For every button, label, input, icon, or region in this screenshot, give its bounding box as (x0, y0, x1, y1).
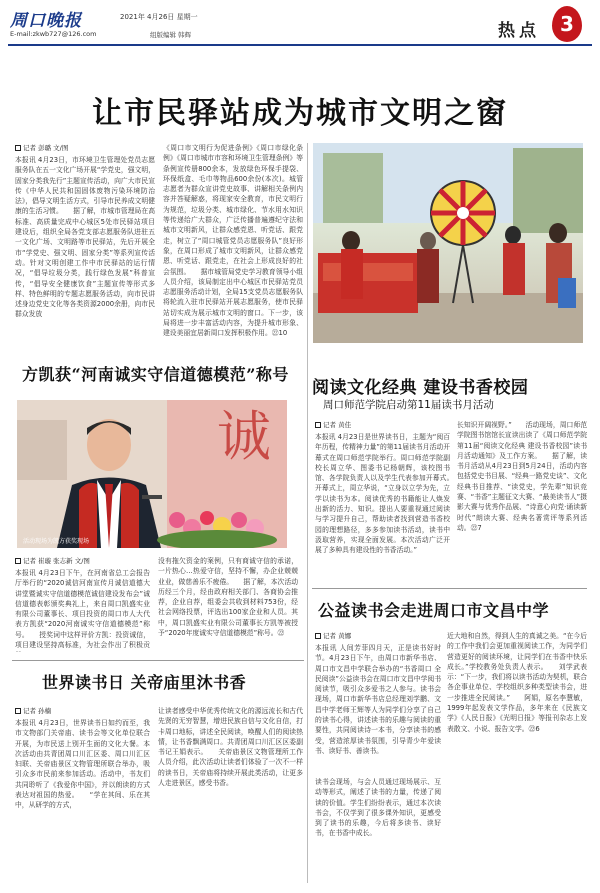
masthead-email: E-mail:zkwb727@126.com (10, 30, 97, 38)
article3-divider (312, 588, 587, 589)
article4-col3: 近大地和自然，得到人生的真诚之美。“在今后的工作中我们会更加重视阅读工作，为同学们营造更好的阅读环境，让同学们在书香中快乐成长。”学校教务处负责人表示。 刘学武表示：“下一步，我们将以读书活动为契机，联合各企事业单位、学校组织多种类型读书会，进一步推进全民阅读。” 阿娟，原名李慧敏，1999年起发表文学作品，多年来在《民族文学》《人民日报》《光明日报》等报刊杂志上发表散文、小说、报告文学。㉒6 (447, 632, 587, 733)
article1-photo (313, 143, 583, 343)
article4-headline: 公益读书会走进周口市文昌中学 (318, 601, 550, 620)
article2-divider (12, 660, 304, 661)
byline-box-icon (15, 145, 21, 151)
byline-box-icon (15, 558, 21, 564)
byline-box-icon (15, 708, 21, 714)
volunteer-booth-illustration (313, 143, 583, 343)
byline-box-icon (315, 422, 321, 428)
main-headline: 让市民驿站成为城市文明之窗 (92, 96, 508, 131)
article3-byline-text: 记者 黄佳 (323, 421, 352, 429)
masthead-editors: 组版编辑 韩辉 (150, 31, 192, 39)
article2-photo-caption: 活动现场为凯方获奖现场 (23, 538, 90, 545)
article2-headline: 方凯获“河南诚实守信道德模范”称号 (22, 365, 289, 384)
article1-col2: 《周口市文明行为促进条例》《周口市绿化条例》《周口市城市市容和环境卫生管理条例》等条例宣传册800余本，发放绿色环保手提袋、环保纸盒、毛巾等物品600余份(本次)。城管志愿者为群众宣讲党史故事、讲解相关条例内容并答疑解惑，将现家安全教育，市民文明行为规范，垃圾分类、城市绿化、节水用水知识等传递给广大群众，广泛传播普遍遵纪守法和城市文明新风，让群众感党恩、听党话、跟党走，树立了“周口城管党员志愿服务队”良好形象，在周口形成了城市文明新风，让群众感党恩、听党话、跟党走，在社会上形成良好的社会氛围。 据市城管局党史学习教育领导小组人员介绍，该局制定出中心城区市民驿站党员志愿服务活动计划，全局15支党员志愿服务队将轮流入驻市民驿站开展志愿服务，使市民驿站切实成为展示城市文明的窗口。下一步，该局将进一步丰富活动内容，为提升城市形象、建设美丽宜居新周口发挥积极作用。㉒10 (163, 144, 303, 338)
article1-byline (15, 143, 68, 152)
section-name: 热点 (498, 21, 540, 41)
article5-headline: 世界读书日 关帝庙里沐书香 (42, 673, 247, 692)
article1-byline-text: 记者 彭璐 文/图 (23, 144, 69, 152)
newspaper-logo: 周口晚报 (10, 11, 82, 31)
article4-byline (315, 631, 351, 640)
award-winner-illustration (17, 400, 287, 548)
byline-box-icon (315, 633, 321, 639)
article3-subhead: 周口师范学院启动第11届读书月活动 (323, 399, 494, 411)
article1-col1: 本报讯 4月23日，市环境卫生管理处党员志愿服务队在五一文化广场开展“学党史，强文明，固家分类我先行”主题宣传活动，向广大市民宣传《中华人民共和国固体废物污染环境防治法》，倡导文明生活方式，引导市民养成文明健康的生活习惯。 据了解，市城市管理局在高标准、高质量完成中心城区5处市民驿站项目建设后，组织全局各党支部志愿服务队进驻五一文化广场、文明路等市民驿站，先后开展全市“学党史、强文明、固家分类”等系列宣传活动。针对文明创建工作中市民驿站的运行情况，“倡导垃圾分类，践行绿色发展”科普宣传，“倡导安全健康饮食”主题宣传等形式多样、特色鲜明的专题志愿服务活动，向市民讲述身边党史文化等各类资源2000余册，向市民群众发放 (15, 156, 155, 319)
article2-col2: 没有拖欠资金的案例，只有商诚守信的承诺，一片热心…热爱守信，坚持不懈，办企业兢兢业业，做慈善乐不疲倦。 据了解，本次活动历经三个月，经由政府相关部门、各商协会推荐，企业自荐，组委会共收到材料753份，经社会网络投票，评选出100家企业和人员。其中，周口凯盛实业有限公司董事长方凯等被授予“2020年度诚实守信道德模范”称号。㉒ (158, 557, 298, 638)
article5-byline-text: 记者 孙楠 (23, 707, 52, 715)
article3-col1: 本报讯 4月23日是世界读书日，主题为“阅百年历程，传精神力量”的第11届读书月活动开幕式在周口师范学院举行。周口师范学院副校长周立华、图委书记杨朝辉，该校图书馆、各学院负责人以及学生代表参加开幕式。 开幕式上，周立华说，“立身以立学为先，立学以读书为本。阅读优秀的书籍能让人焕发出新的活力、知识。提出人要重视通过阅读与学习提升自己，帮助读者找到营造书香校园的理想路径，多多参加读书活动，读书中汲取营养，实现全面发展。本次活动广泛开展了多种具有建设性的书香活动。” (315, 433, 450, 555)
article2-byline (15, 556, 90, 565)
article2-byline-text: 记者 崔璇 张志新 文/图 (23, 557, 90, 565)
article5-col1: 本报讯 4月23日，世界读书日如约而至，我市文物部门关帝庙、读书会等文化单位联合开展，为市民送上别开生面的文化大餐。本次活动由共青团周口川汇区委、周口川汇区妇联、关帝庙景区文物管理所联合举办，吸引众多市民前来参加活动。活动中，书友们共同聆听了《我爱你中国》，并以朗读的方式表达对祖国的热爱。 “学在其间、乐在其中，从研学的方式， (15, 719, 150, 810)
page-number-badge: 3 (552, 6, 582, 42)
article4-col2: 读书会现场，与会人员通过现场展示、互动等形式，阐述了读书的力量，传递了阅读的价值。学生们纷纷表示，通过本次读书会，不仅学到了很多课外知识，更感受到了读书的乐趣，今后将多读书、读好书，在书香中成长。 (315, 778, 441, 838)
article2-col1: 本报讯 4月23日下午，在河南省总工会报告厅举行的“2020诚信河南宣传月诚信道德大讲堂暨诚实守信道德模范诚信建设发布会”诚信道德表彰颁奖典礼上，来自周口凯盛实业有限公司董事长、项目投资的周口市人大代表方凯获“2020河南诚实守信道德模范”称号。 授奖词中这样评价方凯：投资诚信，项目建设坚持高标准，为社会作出了积极贡 (15, 569, 150, 650)
svg-text:诚: 诚 (217, 405, 271, 468)
article5-byline (15, 706, 51, 715)
masthead (0, 0, 600, 60)
article3-col2: 长知识开阔视野。” 活动现场，周口师范学院图书馆馆长宣读出读了《周口师范学院第11届“阅读文化经典 建设书香校园”读书月活动通知》及工作方案。 据了解，读书月活动从4月23日到5月24日，活动内容包括党史书目展、“经典一路党史谈”、文化经典书目推荐、“读党史，学先辈”知识竞赛、“书香”主题征文大赛、“最美读书人”摄影大赛与优秀作品展、“诗意心向党·诵读新时代”朗读大赛、经典名著赏评等系列活动。㉒7 (457, 421, 587, 532)
article5-col2: 让读者感受中华优秀传统文化的源远流长和古代先贤的无穷智慧，增进民族自信与文化自信，打卡周口地标，讲述全民阅读，唤醒人们的阅读热情，让书香飘满周口。共青团周口川汇区区委副书记王娟表示。 关帝庙景区文物管理所工作人员介绍，此次活动让读者们体验了一次不一样的读书日，关帝庙将持续开展此类活动，让更多人走进景区，感受书香。 (158, 707, 303, 788)
masthead-date: 2021年 4月26日 星期一 (120, 13, 198, 21)
masthead-rule (8, 44, 592, 46)
article3-byline (315, 420, 351, 429)
article3-headline: 阅读文化经典 建设书香校园 (312, 378, 529, 398)
article4-col1: 本报讯 人间芳菲四月天，正是读书好时节。4月23日下午，由周口市新华书店、周口市文昌中学联合举办的“书香周口 全民阅读”公益读书会在周口市文昌中学阅书阅读节，吸引众多爱书之人参与。读书会现场，周口市新华书店总经理刘学鹏、文昌中学老师王辉等人为同学们分享了自己的读书心得，讲述读书的乐趣与阅读的重要性，共同阅读诗一本书，分享读书的感受，营造浓厚读书氛围，引导青少年爱读书、读好书、善读书。 (315, 644, 441, 755)
article2-photo (17, 400, 287, 548)
column-divider (307, 143, 308, 883)
article4-byline-text: 记者 黄娜 (323, 632, 352, 640)
